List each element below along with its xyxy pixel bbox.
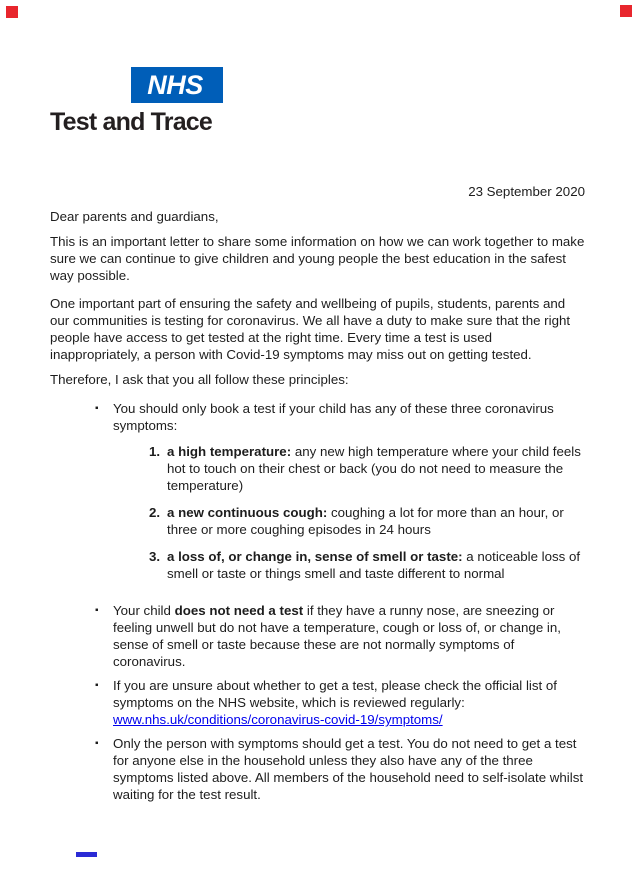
- red-corner-mark-top-right: [620, 5, 632, 17]
- letter-body: [50, 183, 585, 810]
- symptom-item-smell-taste: [50, 548, 585, 582]
- symptom-item-continuous-cough: [50, 504, 585, 538]
- intro-paragraph-1: This is an important letter to share some information on how we can work together to make sure we can continue to give children and young people the best education in the safest way possible.: [50, 234, 585, 283]
- bullet-household: [50, 735, 585, 803]
- logo-subtitle: Test and Trace: [50, 108, 213, 136]
- intro-paragraph-2: One important part of ensuring the safety and wellbeing of pupils, students, parents and our communities is testing for coronavirus. We all have a duty to make sure that the right people have access to get tested at the right time. Every time a test is used inappropriately, a person with Covid-19 symptoms may miss out on getting tested.: [50, 296, 571, 362]
- link-line: [113, 711, 585, 728]
- bullet-no-test-needed: ▪ Your child does not need a test if they have a runny nose, are sneezing or feeling unwell but do not have a temperature, cough or loss of, or change in, sense of smell or taste because these are not normally symptoms of coronavirus.: [50, 602, 585, 670]
- bullet-unsure-text: If you are unsure about whether to get a test, please check the official list of symptoms on the NHS website, which is reviewed regularly:: [113, 678, 557, 710]
- nhs-logo-text: NHS: [147, 69, 203, 100]
- symptom-item-high-temperature: [50, 443, 585, 494]
- symptom-number: 3.: [149, 549, 161, 564]
- symptom-text: a high temperature: any new high temperature where your child feels hot to touch on their chest or back (you do not need to measure the temperature): [167, 444, 581, 493]
- salutation: Dear parents and guardians,: [50, 209, 219, 224]
- symptom-number: 2.: [149, 505, 161, 520]
- symptom-text: a new continuous cough: coughing a lot for more than an hour, or three or more coughing episodes in 24 hours: [167, 505, 564, 537]
- bullet-book-test: [50, 400, 585, 434]
- symptom-number: 1.: [149, 444, 161, 459]
- blue-pen-mark-bottom-left: [76, 852, 97, 857]
- symptom-list: [50, 443, 585, 582]
- symptom-text: a loss of, or change in, sense of smell or taste: a noticeable loss of smell or taste or things smell and taste different to normal: [167, 549, 581, 581]
- bullet-unsure-check-website: [50, 677, 585, 728]
- principles-intro: Therefore, I ask that you all follow these principles:: [50, 372, 349, 387]
- nhs-symptoms-link[interactable]: www.nhs.uk/conditions/coronavirus-covid-19/symptoms/: [113, 712, 443, 727]
- bullet-household-text: Only the person with symptoms should get a test. You do not need to get a test for anyone else in the household unless they also have any of the three symptoms listed above. All members of the household need to self-isolate whilst waiting for the test result.: [113, 736, 584, 802]
- bullet-book-test-text: You should only book a test if your child has any of these three coronavirus symptoms:: [113, 401, 554, 433]
- nhs-logo: [131, 67, 223, 103]
- nhs-test-and-trace-logo: [50, 67, 223, 136]
- red-corner-mark-top-left: [6, 6, 18, 18]
- letter-date: 23 September 2020: [468, 184, 585, 199]
